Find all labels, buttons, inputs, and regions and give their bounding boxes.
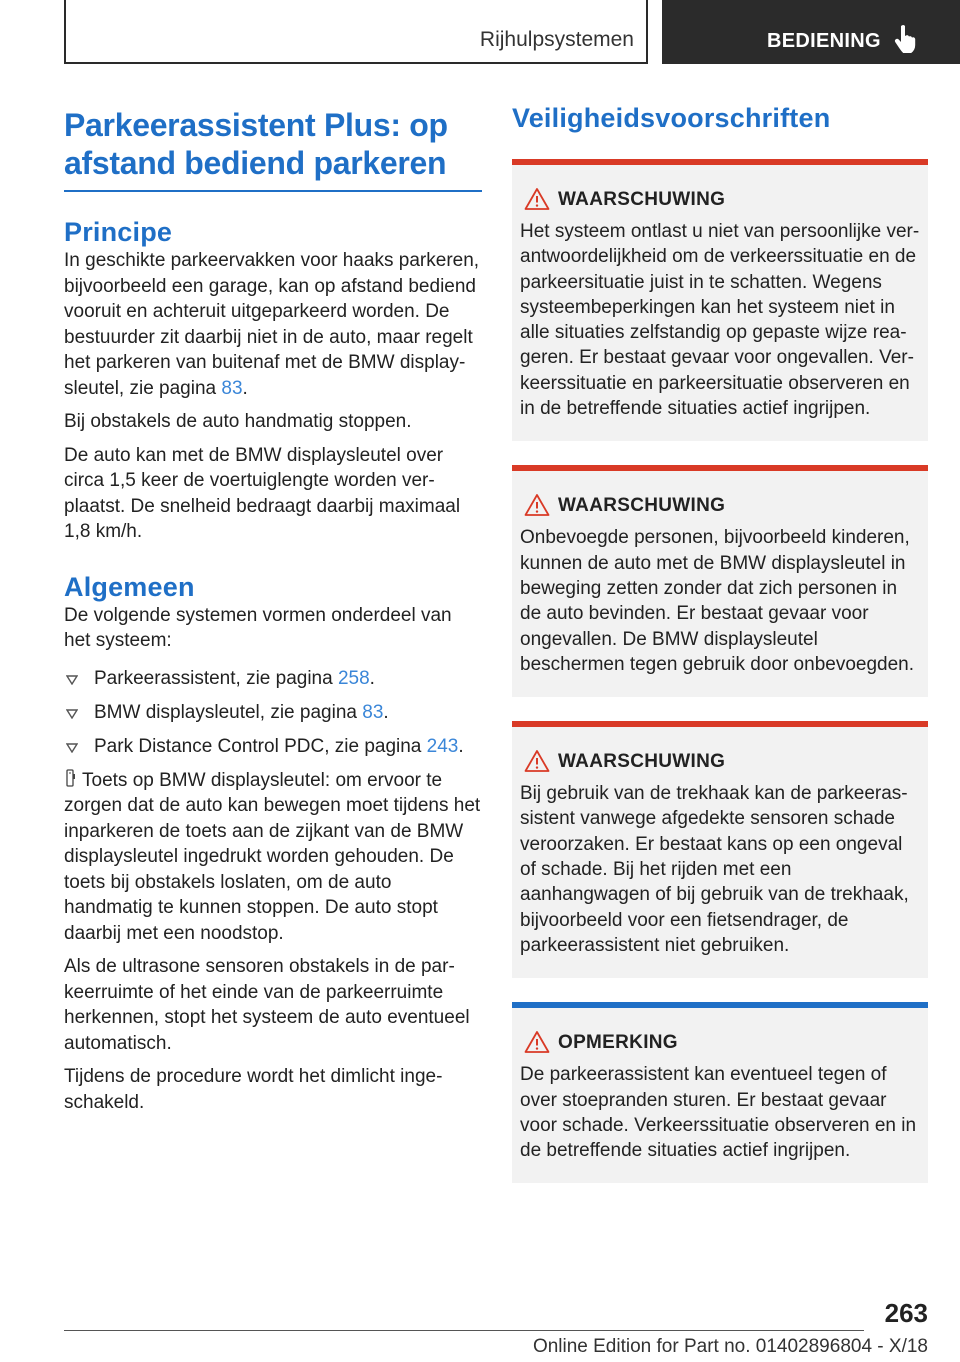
page-title-line2: afstand bediend parkeren: [64, 145, 447, 181]
note-title: OPMERKING: [558, 1032, 678, 1054]
list-item: Parkeerassistent, zie pagina 258.: [64, 666, 482, 691]
right-column: [512, 102, 928, 1183]
triangle-bullet-icon: [66, 743, 78, 753]
sensors-paragraph: Als de ultrasone sensoren obstakels in de parkeerruimte of het einde van de parkeerruimte herkennen, stopt het systeem de auto eventueel automatisch.: [64, 956, 470, 1054]
principe-text: In geschikte parkeervakken voor haaks parkeren, bijvoorbeeld een garage, kan op afstand bediend vooruit en achteruit uitgeparkeerd worden. De bestuurder zit daarbij niet in de auto, maar regelt het parkeren van buitenaf met de BMW displaysleutel, zie pagina: [64, 250, 480, 399]
warning-box: [512, 721, 928, 978]
warning-triangle-icon: [524, 493, 550, 517]
principe-paragraph-1: In geschikte parkeervakken voor haaks parkeren, bijvoorbeeld een garage, kan op afstand bediend vooruit en achteruit uitgeparkeerd worden. De bestuurder zit daarbij niet in de auto, maar regelt het parkeren van buitenaf met de BMW displaysleutel, zie pagina 83.: [64, 250, 480, 399]
heading-algemeen: Algemeen: [64, 571, 195, 602]
warning-triangle-icon: [524, 1030, 550, 1054]
page-ref-link[interactable]: 83: [362, 701, 384, 723]
display-key-icon: [64, 769, 78, 789]
list-item-text: Park Distance Control PDC, zie pagina: [94, 735, 427, 757]
warning-header: [520, 187, 920, 215]
list-item: Park Distance Control PDC, zie pagina 243.: [64, 734, 482, 759]
principe-paragraph-3: De auto kan met de BMW displaysleutel over circa 1,5 keer de voertuiglengte worden verplaatst. De snelheid bedraagt daarbij maximaal 1,8 km/h.: [64, 444, 461, 542]
key-text: Toets op BMW displaysleutel: om ervoor te zorgen dat de auto kan bewegen moet tijdens het inparkeren de toets aan de zijkant van de BMW displaysleutel ingedrukt worden gehouden. De toets bij obstakels loslaten, om de auto handmatig te kunnen stoppen. De auto stopt daarbij met een noodstop.: [64, 769, 481, 944]
warning-header: [520, 493, 920, 521]
page-title-line1: Parkeerassistent Plus: op: [64, 107, 448, 143]
warning-title: WAARSCHUWING: [558, 189, 726, 210]
note-box: [512, 1002, 928, 1183]
warning-box: [512, 159, 928, 441]
page-number: 263: [884, 1298, 928, 1328]
note-header: [520, 1030, 920, 1058]
header-section-title: Rijhulpsystemen: [479, 28, 634, 51]
header-section-box: [64, 0, 648, 64]
principe-paragraph-2: Bij obstakels de auto handmatig stoppen.: [64, 411, 412, 432]
algemeen-intro: De volgende systemen vormen onderdeel van het systeem:: [64, 604, 452, 651]
key-paragraph: [64, 768, 482, 947]
warning-text: Het systeem ontlast u niet van persoonlijke verantwoordelijkheid om de verkeerssituatie en de parkeersituatie juist in te schatten. Wegens systeembeperkingen kan het systeem niet in alle situaties zelfstandig op gepaste wijze reageren. Er bestaat gevaar voor ongevallen. Verkeerssituatie en parkeersituatie observeren en in de betreffende situaties actief ingrijpen.: [520, 221, 920, 420]
note-text: De parkeerassistent kan eventueel tegen of over stoepranden sturen. Er bestaat gevaar voor schade. Verkeerssituatie observeren en in de betreffende situaties actief ingrijpen.: [520, 1064, 917, 1162]
footer-edition: Online Edition for Part no. 01402896804 - X/18: [532, 1336, 928, 1357]
list-item-text: Parkeerassistent, zie pagina: [94, 667, 338, 689]
hand-pointer-icon: [894, 24, 920, 54]
list-item-text: BMW displaysleutel, zie pagina: [94, 701, 363, 723]
warning-title: WAARSCHUWING: [558, 751, 726, 773]
page-title: [64, 106, 482, 192]
header-chapter-title: BEDIENING: [767, 30, 881, 52]
footer-divider: [64, 1330, 864, 1331]
page-ref-link[interactable]: 258: [337, 667, 370, 689]
heading-veiligheid: Veiligheidsvoorschriften: [512, 103, 831, 133]
warning-text: Bij gebruik van de trekhaak kan de parkeerassistent vanwege afgedekte sensoren schade veroorzaken. Er bestaat kans op een ongeval of schade. Bij het rijden met een aanhangwagen of bij gebruik van de trekhaak, bijvoorbeeld voor een fietsendrager, de parkeerassistent niet gebruiken.: [520, 783, 909, 956]
page-ref-link[interactable]: 243: [426, 735, 459, 757]
dimlicht-paragraph: Tijdens de procedure wordt het dimlicht ingeschakeld.: [64, 1066, 443, 1113]
warning-text: Onbevoegde personen, bijvoorbeeld kinderen, kunnen de auto met de BMW displaysleutel in beweging zetten zonder dat zich personen in de auto bevinden. Er bestaat gevaar voor ongevallen. De BMW displaysleutel beschermen tegen gebruik door onbevoegden.: [520, 527, 915, 675]
triangle-bullet-icon: [66, 675, 78, 685]
warning-header: [520, 749, 920, 777]
page-ref-link[interactable]: 83: [221, 377, 243, 399]
warning-title: WAARSCHUWING: [558, 495, 726, 517]
header-chapter-tab: [662, 0, 960, 64]
system-list: [64, 666, 482, 759]
warning-triangle-icon: [524, 187, 550, 211]
warning-box: [512, 465, 928, 697]
warning-triangle-icon: [524, 749, 550, 773]
list-item: BMW displaysleutel, zie pagina 83.: [64, 700, 482, 725]
left-column: [64, 106, 482, 1123]
heading-principe: Principe: [64, 217, 173, 247]
triangle-bullet-icon: [66, 709, 78, 719]
